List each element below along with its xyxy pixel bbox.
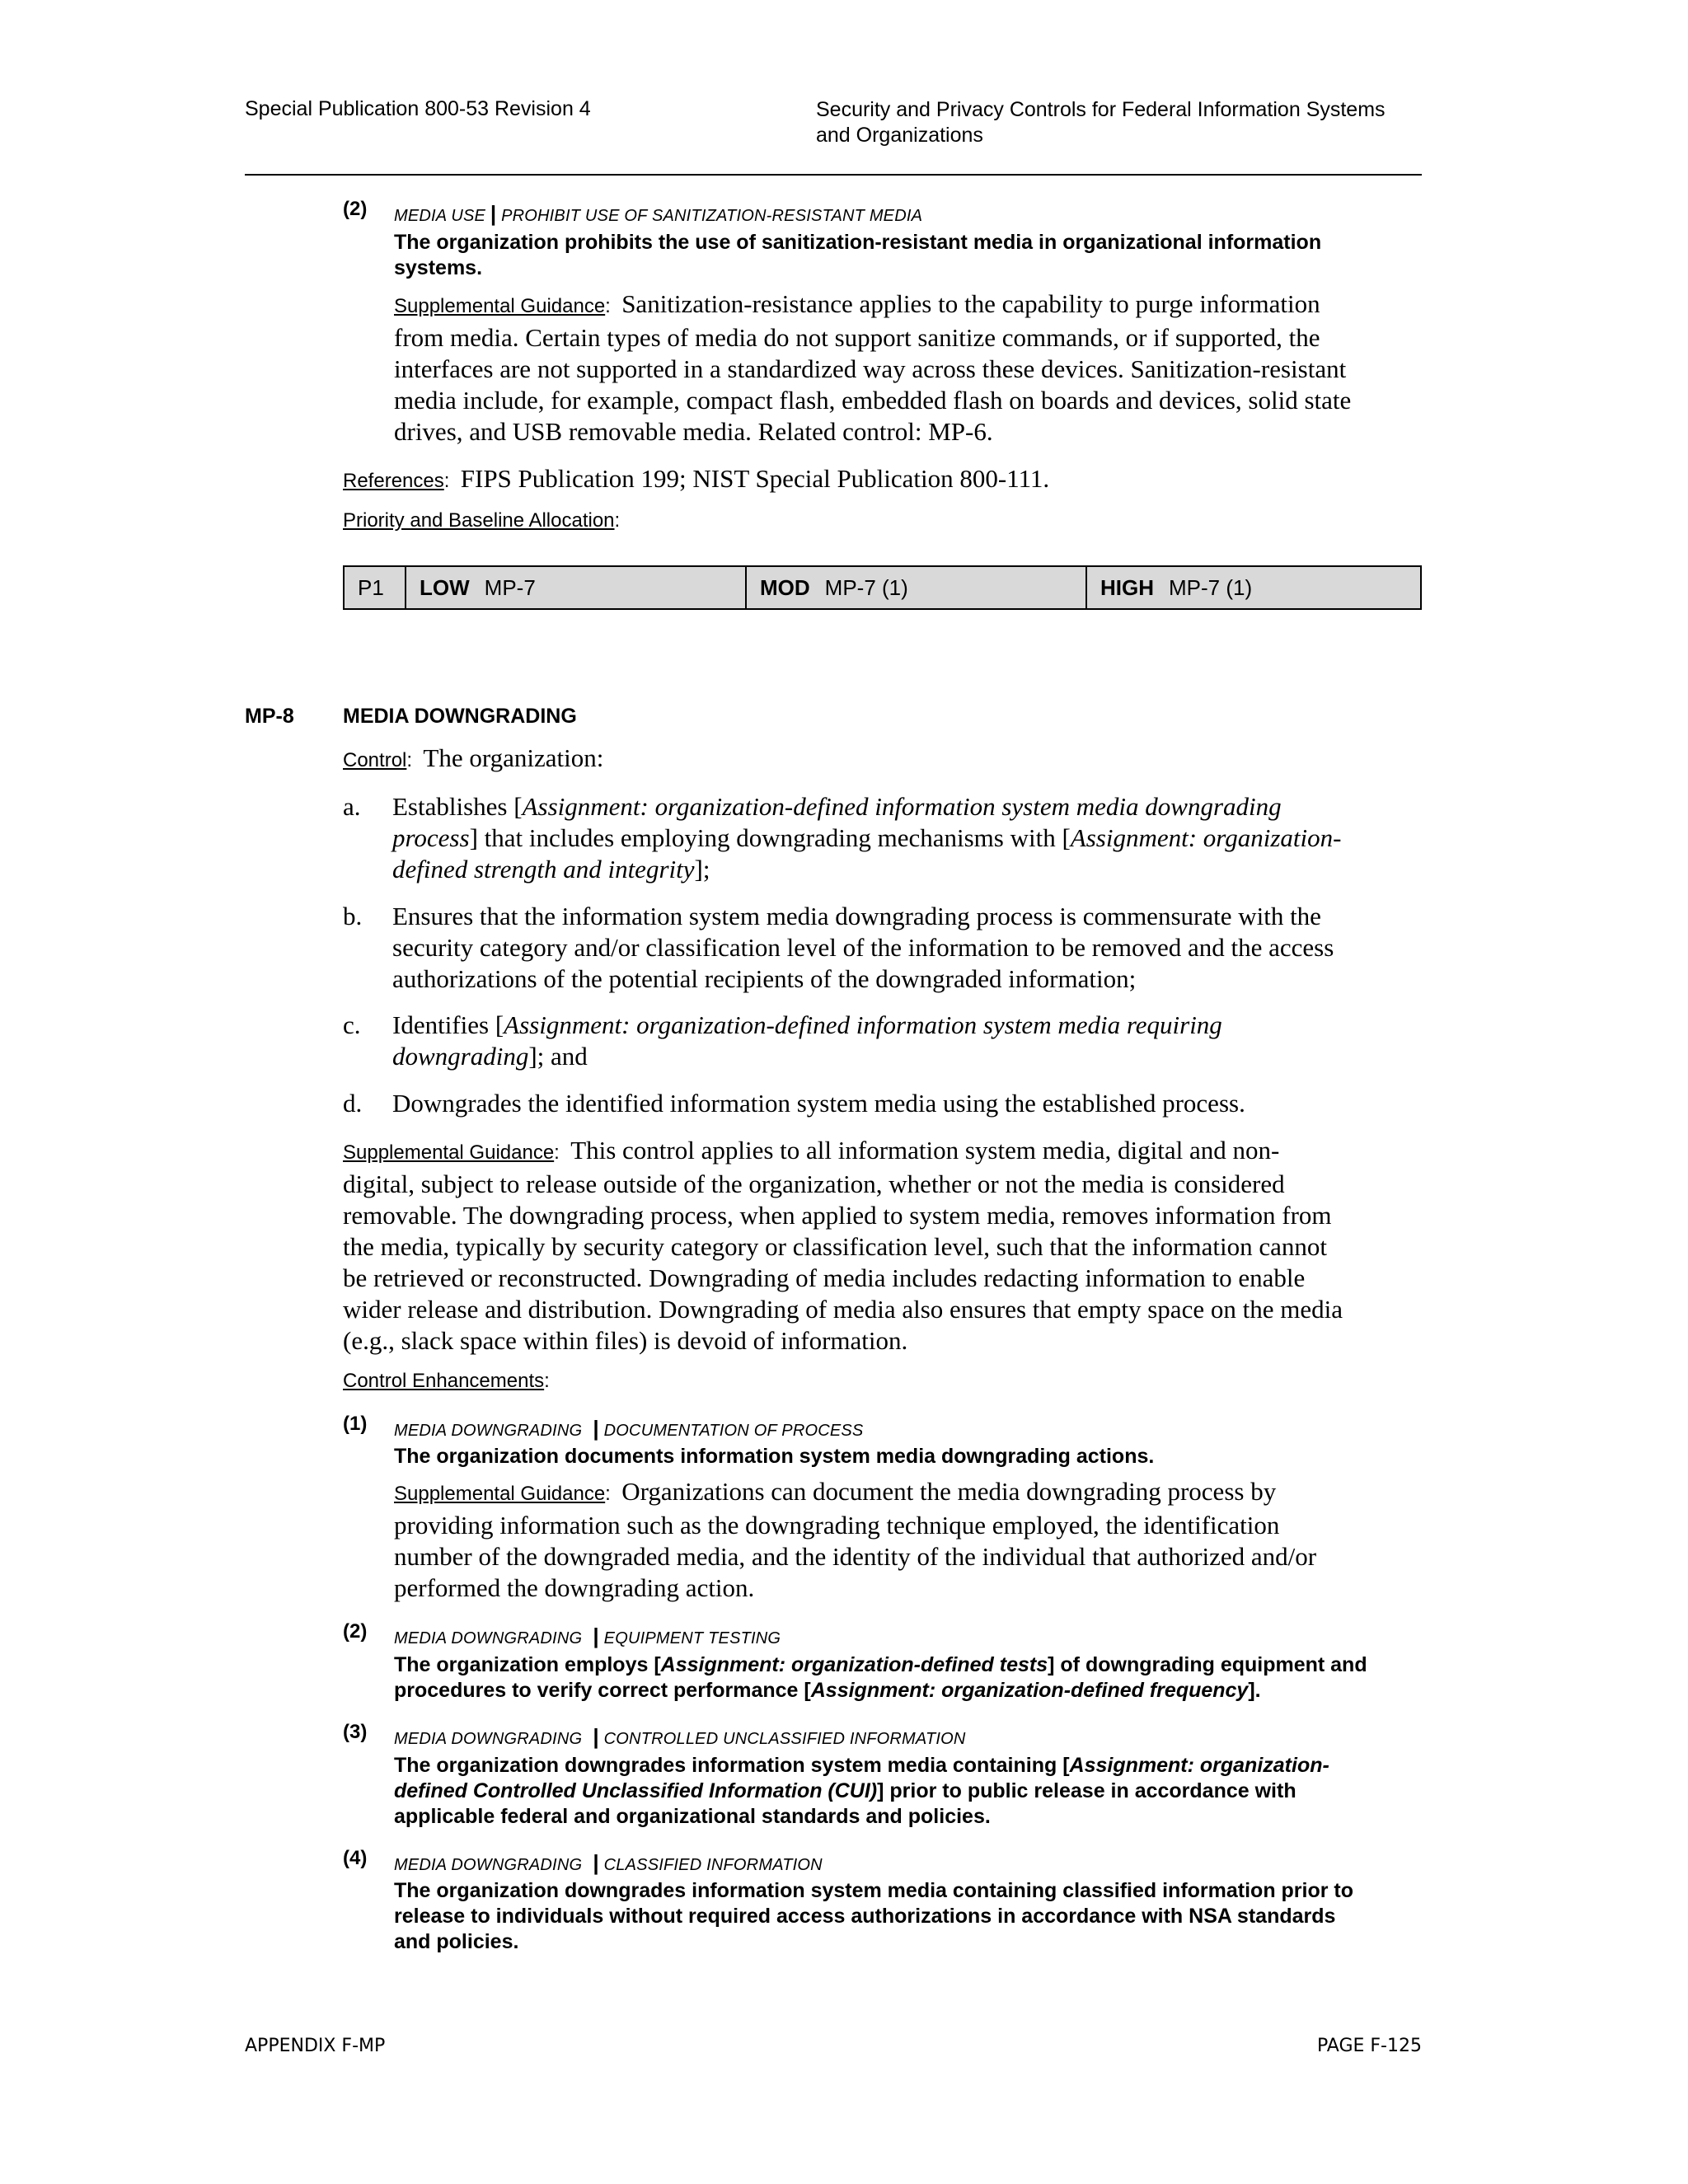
assignment-text: Assignment: organization-defined information system media downgrading bbox=[522, 792, 1282, 821]
text-run: Establishes [ bbox=[392, 792, 523, 821]
enhancement-title-control: MEDIA DOWNGRADING bbox=[394, 1629, 583, 1647]
control-intro: Control: The organization: bbox=[343, 743, 604, 772]
assignment-text: Assignment: organization- bbox=[1070, 823, 1342, 852]
enhancement-title bbox=[394, 1624, 781, 1649]
enhancement-title bbox=[394, 201, 922, 227]
high-cell bbox=[1086, 566, 1421, 609]
high-value: MP-7 (1) bbox=[1169, 574, 1253, 600]
text-line: authorizations of the potential recipients of the downgraded information; bbox=[392, 964, 1137, 993]
text-run: ] that includes employing downgrading mechanisms with [ bbox=[469, 823, 1071, 852]
text-run: ] prior to public release in accordance with bbox=[877, 1779, 1296, 1802]
guidance-line: Organizations can document the media downgrading process by bbox=[621, 1477, 1277, 1506]
guidance-line: drives, and USB removable media. Related control: MP-6. bbox=[394, 417, 993, 446]
guidance-label: Supplemental Guidance bbox=[343, 1141, 555, 1164]
footer-appendix: APPENDIX F-MP bbox=[245, 2036, 386, 2056]
enhancement-title-topic: CONTROLLED UNCLASSIFIED INFORMATION bbox=[603, 1730, 966, 1748]
guidance-line: be retrieved or reconstructed. Downgrading of media includes redacting information to enable bbox=[343, 1263, 1306, 1292]
enhancement-title-control: MEDIA DOWNGRADING bbox=[394, 1730, 583, 1748]
low-label: LOW bbox=[420, 574, 470, 600]
enhancement-guidance: Supplemental Guidance: Organizations can document the media downgrading process by providing information such as the downgrading technique employed, the identification number of the downgraded media, and the identity of the individual that authorized and/or performed the downgrading action. bbox=[394, 1476, 1432, 1604]
enhancement-title bbox=[394, 1850, 823, 1876]
list-letter: d. bbox=[343, 1089, 363, 1118]
guidance-line: interfaces are not supported in a standardized way across these devices. Sanitization-resistant bbox=[394, 354, 1347, 383]
references-label: References bbox=[343, 470, 444, 492]
text-run: ] of downgrading equipment and bbox=[1048, 1653, 1367, 1676]
title-separator: | bbox=[586, 1850, 599, 1875]
guidance-line: from media. Certain types of media do not support sanitize commands, or if supported, the bbox=[394, 323, 1320, 352]
text-line: Ensures that the information system media downgrading process is commensurate with the bbox=[392, 902, 1321, 930]
references-text: FIPS Publication 199; NIST Special Publication 800-111. bbox=[460, 464, 1050, 493]
low-cell bbox=[406, 566, 746, 609]
list-item-d bbox=[392, 1088, 1424, 1119]
guidance-line: number of the downgraded media, and the identity of the individual that authorized and/or bbox=[394, 1542, 1317, 1571]
text-run: The organization employs [ bbox=[394, 1653, 661, 1676]
statement-line: release to individuals without required access authorizations in accordance with NSA standards bbox=[394, 1905, 1336, 1928]
enhancement-statement bbox=[394, 1753, 1432, 1830]
guidance-line: This control applies to all information system media, digital and non- bbox=[570, 1136, 1280, 1165]
control-title: MEDIA DOWNGRADING bbox=[343, 705, 577, 728]
footer-page-number: PAGE F-125 bbox=[1316, 2036, 1422, 2056]
guidance-line: performed the downgrading action. bbox=[394, 1573, 755, 1602]
enhancement-title-control: MEDIA DOWNGRADING bbox=[394, 1422, 583, 1440]
enhancement-statement bbox=[394, 1652, 1432, 1704]
list-item-b bbox=[392, 901, 1424, 995]
enhancement-title-topic: CLASSIFIED INFORMATION bbox=[603, 1856, 823, 1874]
guidance-line: wider release and distribution. Downgrading of media also ensures that empty space on the media bbox=[343, 1295, 1343, 1324]
title-separator: | bbox=[586, 1416, 599, 1441]
guidance-line: providing information such as the downgrading technique employed, the identification bbox=[394, 1511, 1280, 1540]
control-intro-text: The organization: bbox=[423, 743, 604, 772]
references: References: FIPS Publication 199; NIST Special Publication 800-111. bbox=[343, 464, 1050, 493]
assignment-text: defined strength and integrity bbox=[392, 855, 695, 883]
text-run: Identifies [ bbox=[392, 1010, 504, 1039]
assignment-text: Assignment: organization-defined tests bbox=[660, 1653, 1048, 1676]
list-item-c bbox=[392, 1010, 1424, 1072]
enhancement-number: (2) bbox=[343, 1620, 368, 1643]
header-divider bbox=[245, 174, 1422, 176]
table-row bbox=[344, 566, 1421, 609]
header-title-line2: and Organizations bbox=[816, 124, 983, 147]
header-publication: Special Publication 800-53 Revision 4 bbox=[245, 97, 591, 120]
control-guidance: Supplemental Guidance: This control applies to all information system media, digital and non- digital, subject to release outside of the organization, whether or not the media is considered removable. The downgrading process, when applied to system media, removes information from the media, typically by security category or classification level, such that the information cannot be retrieved or reconstructed. Downgrading of media includes redacting information to enable wider release and distribution. Downgrading of media also ensures that empty space on the media (e.g., slack space within files) is devoid of information. bbox=[343, 1135, 1431, 1357]
guidance-line: Sanitization-resistance applies to the capability to purge information bbox=[621, 289, 1320, 318]
control-label: Control bbox=[343, 749, 407, 771]
text-run: The organization downgrades information system media containing [ bbox=[394, 1754, 1070, 1777]
statement-line: and policies. bbox=[394, 1930, 519, 1953]
enhancement-statement bbox=[394, 230, 1424, 281]
assignment-text: Assignment: organization-defined frequency bbox=[810, 1679, 1249, 1702]
guidance-label: Supplemental Guidance bbox=[394, 295, 606, 317]
guidance-line: media include, for example, compact flash, embedded flash on boards and devices, solid state bbox=[394, 386, 1352, 415]
baseline-allocation-table bbox=[343, 565, 1422, 610]
assignment-text: process bbox=[392, 823, 470, 852]
statement-line: The organization downgrades information system media containing classified information prior to bbox=[394, 1879, 1354, 1902]
guidance-line: digital, subject to release outside of the organization, whether or not the media is considered bbox=[343, 1169, 1285, 1198]
enhancement-number: (1) bbox=[343, 1413, 368, 1435]
priority-label: Priority and Baseline Allocation bbox=[343, 509, 615, 532]
statement-line: The organization prohibits the use of sanitization-resistant media in organizational information bbox=[394, 231, 1322, 254]
title-separator: | bbox=[586, 1624, 599, 1648]
mod-label: MOD bbox=[760, 574, 810, 600]
assignment-text: Assignment: organization- bbox=[1069, 1754, 1329, 1777]
enhancement-number: (4) bbox=[343, 1847, 368, 1869]
high-label: HIGH bbox=[1100, 574, 1154, 600]
priority-heading: Priority and Baseline Allocation: bbox=[343, 509, 621, 532]
text-line: Downgrades the identified information system media using the established process. bbox=[392, 1089, 1245, 1118]
enhancement-title-topic: PROHIBIT USE OF SANITIZATION-RESISTANT MEDIA bbox=[501, 207, 923, 225]
header-title bbox=[816, 97, 1442, 148]
assignment-text: defined Controlled Unclassified Information (CUI) bbox=[394, 1779, 878, 1802]
list-letter: a. bbox=[343, 792, 361, 821]
enhancement-title bbox=[394, 1724, 966, 1750]
text-run: ]. bbox=[1248, 1679, 1261, 1702]
statement-line: applicable federal and organizational standards and policies. bbox=[394, 1805, 991, 1828]
guidance-line: removable. The downgrading process, when applied to system media, removes information from bbox=[343, 1201, 1332, 1230]
statement-line: systems. bbox=[394, 256, 483, 279]
enhancement-statement bbox=[394, 1878, 1432, 1955]
priority-cell: P1 bbox=[344, 566, 406, 609]
title-separator: | bbox=[490, 201, 497, 226]
guidance-line: the media, typically by security category or classification level, such that the information cannot bbox=[343, 1232, 1327, 1261]
text-line: security category and/or classification level of the information to be removed and the access bbox=[392, 933, 1334, 962]
mod-cell bbox=[746, 566, 1086, 609]
enhancement-number: (3) bbox=[343, 1721, 368, 1743]
list-letter: c. bbox=[343, 1010, 361, 1039]
header-title-line1: Security and Privacy Controls for Federal Information Systems bbox=[816, 98, 1386, 121]
control-id: MP-8 bbox=[245, 705, 294, 728]
list-item-a bbox=[392, 791, 1424, 885]
enhancement-number: (2) bbox=[343, 198, 368, 220]
guidance-label: Supplemental Guidance bbox=[394, 1483, 606, 1505]
enhancement-title-control: MEDIA USE bbox=[394, 207, 486, 225]
title-separator: | bbox=[586, 1724, 599, 1749]
enhancements-heading: Control Enhancements: bbox=[343, 1370, 550, 1392]
text-run: procedures to verify correct performance [ bbox=[394, 1679, 811, 1702]
enhancement-title-control: MEDIA DOWNGRADING bbox=[394, 1856, 583, 1874]
enhancement-guidance: Supplemental Guidance: Sanitization-resistance applies to the capability to purge information from media. Certain types of media do not support sanitize commands, or if supported, the interfaces are not supported in a standardized way across these devices. Sanitization-resistant media include, for example, compact flash, embedded flash on boards and devices, solid state drives, and USB removable media. Related control: MP-6. bbox=[394, 288, 1432, 448]
enhancement-statement: The organization documents information system media downgrading actions. bbox=[394, 1445, 1155, 1468]
mod-value: MP-7 (1) bbox=[824, 574, 908, 600]
assignment-text: Assignment: organization-defined information system media requiring bbox=[504, 1010, 1222, 1039]
enhancement-title bbox=[394, 1416, 863, 1441]
assignment-text: downgrading bbox=[392, 1042, 529, 1071]
list-letter: b. bbox=[343, 902, 363, 930]
enhancements-label: Control Enhancements bbox=[343, 1370, 545, 1392]
enhancement-title-topic: EQUIPMENT TESTING bbox=[603, 1629, 781, 1647]
enhancement-title-topic: DOCUMENTATION OF PROCESS bbox=[603, 1422, 864, 1440]
text-run: ]; bbox=[694, 855, 710, 883]
text-run: ]; and bbox=[528, 1042, 588, 1071]
guidance-line: (e.g., slack space within files) is devoid of information. bbox=[343, 1326, 908, 1355]
low-value: MP-7 bbox=[484, 574, 536, 600]
